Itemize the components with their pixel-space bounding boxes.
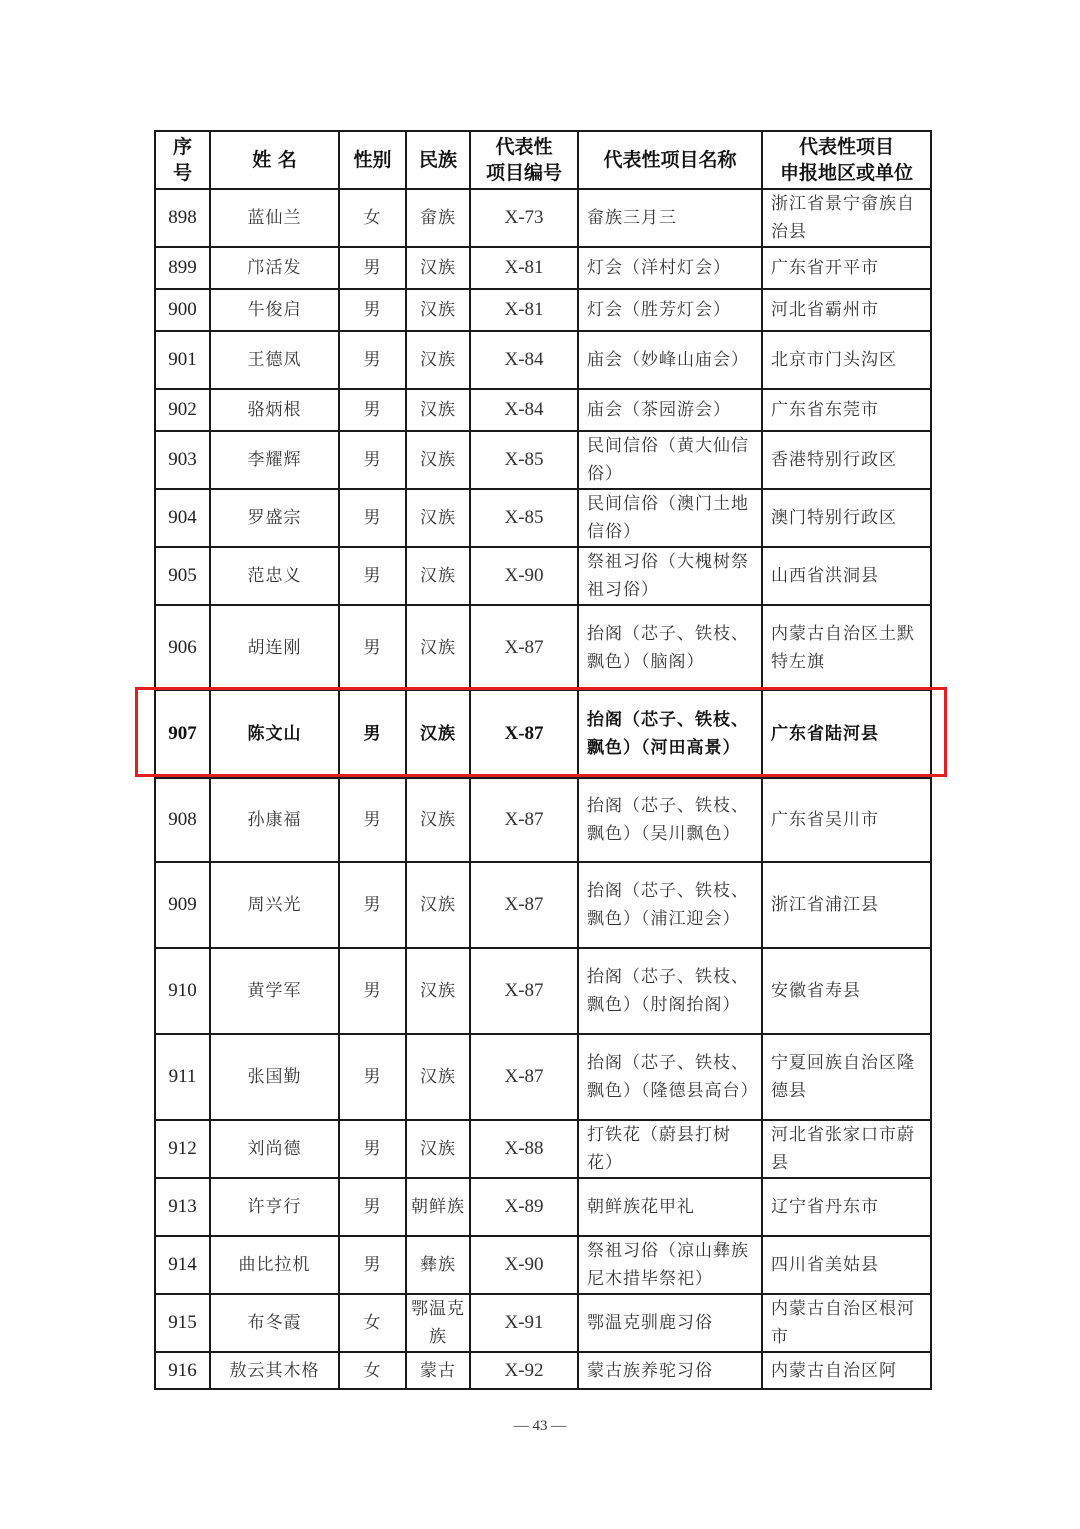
row-region: 河北省张家口市蔚县	[762, 1120, 931, 1178]
row-ethnicity: 畲族	[406, 189, 470, 247]
row-code: X-73	[470, 189, 578, 247]
row-code: X-87	[470, 948, 578, 1034]
row-code: X-87	[470, 605, 578, 690]
row-number: 904	[155, 489, 210, 547]
table-row	[155, 1352, 931, 1389]
row-name: 邝活发	[210, 247, 339, 289]
row-name: 蓝仙兰	[210, 189, 339, 247]
row-project: 抬阁（芯子、铁枝、飘色）（浦江迎会）	[578, 862, 762, 948]
row-gender: 女	[339, 1294, 406, 1352]
row-gender: 男	[339, 289, 406, 331]
row-number: 916	[155, 1352, 210, 1389]
row-code: X-84	[470, 331, 578, 389]
row-name: 刘尚德	[210, 1120, 339, 1178]
table-row	[155, 778, 931, 862]
row-project: 庙会（妙峰山庙会）	[578, 331, 762, 389]
row-code: X-87	[470, 690, 578, 778]
header-seq: 序 号	[155, 131, 210, 189]
row-ethnicity: 汉族	[406, 778, 470, 862]
row-project: 抬阁（芯子、铁枝、飘色）（肘阁抬阁）	[578, 948, 762, 1034]
table-body	[155, 189, 931, 1389]
row-ethnicity: 汉族	[406, 605, 470, 690]
table-row	[155, 1294, 931, 1352]
row-code: X-81	[470, 289, 578, 331]
row-region: 山西省洪洞县	[762, 547, 931, 605]
row-number: 898	[155, 189, 210, 247]
row-ethnicity: 汉族	[406, 1120, 470, 1178]
header-ethnicity: 民族	[406, 131, 470, 189]
table-row	[155, 431, 931, 489]
row-name: 周兴光	[210, 862, 339, 948]
row-project: 民间信俗（澳门土地信俗）	[578, 489, 762, 547]
row-region: 广东省陆河县	[762, 690, 931, 778]
row-gender: 男	[339, 547, 406, 605]
row-number: 907	[155, 690, 210, 778]
row-number: 899	[155, 247, 210, 289]
row-gender: 男	[339, 778, 406, 862]
header-name: 姓 名	[210, 131, 339, 189]
table-row	[155, 389, 931, 431]
row-number: 908	[155, 778, 210, 862]
row-ethnicity: 朝鲜族	[406, 1178, 470, 1236]
row-number: 900	[155, 289, 210, 331]
row-region: 广东省吴川市	[762, 778, 931, 862]
row-project: 民间信俗（黄大仙信俗）	[578, 431, 762, 489]
table-row	[155, 289, 931, 331]
row-project: 蒙古族养驼习俗	[578, 1352, 762, 1389]
row-gender: 女	[339, 1352, 406, 1389]
row-region: 内蒙古自治区根河市	[762, 1294, 931, 1352]
row-number: 911	[155, 1034, 210, 1120]
row-name: 张国勤	[210, 1034, 339, 1120]
row-project: 打铁花（蔚县打树花）	[578, 1120, 762, 1178]
table-row	[155, 1236, 931, 1294]
row-ethnicity: 汉族	[406, 247, 470, 289]
row-number: 903	[155, 431, 210, 489]
row-gender: 女	[339, 189, 406, 247]
row-region: 香港特别行政区	[762, 431, 931, 489]
row-gender: 男	[339, 489, 406, 547]
row-region: 广东省东莞市	[762, 389, 931, 431]
row-gender: 男	[339, 247, 406, 289]
row-gender: 男	[339, 389, 406, 431]
row-number: 912	[155, 1120, 210, 1178]
table-row	[155, 547, 931, 605]
row-ethnicity: 汉族	[406, 431, 470, 489]
inheritor-table	[154, 130, 932, 1390]
row-ethnicity: 汉族	[406, 289, 470, 331]
row-number: 901	[155, 331, 210, 389]
row-region: 广东省开平市	[762, 247, 931, 289]
row-name: 孙康福	[210, 778, 339, 862]
row-number: 913	[155, 1178, 210, 1236]
row-region: 辽宁省丹东市	[762, 1178, 931, 1236]
table-row	[155, 331, 931, 389]
table-row	[155, 1120, 931, 1178]
row-project: 庙会（茶园游会）	[578, 389, 762, 431]
row-ethnicity: 汉族	[406, 547, 470, 605]
row-name: 罗盛宗	[210, 489, 339, 547]
row-region: 浙江省景宁畲族自治县	[762, 189, 931, 247]
row-name: 许亨行	[210, 1178, 339, 1236]
row-name: 胡连刚	[210, 605, 339, 690]
row-gender: 男	[339, 1236, 406, 1294]
row-name: 布冬霞	[210, 1294, 339, 1352]
row-gender: 男	[339, 431, 406, 489]
row-region: 浙江省浦江县	[762, 862, 931, 948]
row-name: 王德凤	[210, 331, 339, 389]
row-region: 宁夏回族自治区隆德县	[762, 1034, 931, 1120]
table-row	[155, 189, 931, 247]
row-code: X-92	[470, 1352, 578, 1389]
row-code: X-87	[470, 1034, 578, 1120]
row-gender: 男	[339, 1178, 406, 1236]
row-name: 李耀辉	[210, 431, 339, 489]
table-row	[155, 1178, 931, 1236]
header-code: 代表性 项目编号	[470, 131, 578, 189]
table-row	[155, 489, 931, 547]
header-region: 代表性项目 申报地区或单位	[762, 131, 931, 189]
row-gender: 男	[339, 690, 406, 778]
row-ethnicity: 汉族	[406, 389, 470, 431]
row-project: 畲族三月三	[578, 189, 762, 247]
header-gender: 性别	[339, 131, 406, 189]
row-project: 抬阁（芯子、铁枝、飘色）（隆德县高台）	[578, 1034, 762, 1120]
table-row	[155, 605, 931, 690]
row-name: 黄学军	[210, 948, 339, 1034]
table-row	[155, 862, 931, 948]
row-project: 抬阁（芯子、铁枝、飘色）（吴川飘色）	[578, 778, 762, 862]
row-code: X-84	[470, 389, 578, 431]
row-ethnicity: 彝族	[406, 1236, 470, 1294]
row-name: 陈文山	[210, 690, 339, 778]
row-code: X-89	[470, 1178, 578, 1236]
row-number: 905	[155, 547, 210, 605]
row-region: 内蒙古自治区土默特左旗	[762, 605, 931, 690]
row-name: 牛俊启	[210, 289, 339, 331]
table-header-row	[155, 131, 931, 189]
row-ethnicity: 汉族	[406, 1034, 470, 1120]
row-code: X-85	[470, 431, 578, 489]
row-ethnicity: 汉族	[406, 690, 470, 778]
row-ethnicity: 汉族	[406, 862, 470, 948]
row-project: 灯会（胜芳灯会）	[578, 289, 762, 331]
row-ethnicity: 蒙古	[406, 1352, 470, 1389]
row-code: X-87	[470, 862, 578, 948]
row-gender: 男	[339, 605, 406, 690]
row-project: 祭祖习俗（大槐树祭祖习俗）	[578, 547, 762, 605]
row-number: 906	[155, 605, 210, 690]
row-ethnicity: 汉族	[406, 489, 470, 547]
row-project: 朝鲜族花甲礼	[578, 1178, 762, 1236]
row-region: 四川省美姑县	[762, 1236, 931, 1294]
row-code: X-88	[470, 1120, 578, 1178]
row-code: X-85	[470, 489, 578, 547]
row-region: 北京市门头沟区	[762, 331, 931, 389]
row-region: 内蒙古自治区阿	[762, 1352, 931, 1389]
row-code: X-81	[470, 247, 578, 289]
row-code: X-91	[470, 1294, 578, 1352]
row-gender: 男	[339, 1120, 406, 1178]
row-ethnicity: 汉族	[406, 331, 470, 389]
row-ethnicity: 鄂温克族	[406, 1294, 470, 1352]
row-project: 抬阁（芯子、铁枝、飘色）（脑阁）	[578, 605, 762, 690]
page-number: — 43 —	[513, 1418, 567, 1434]
row-region: 澳门特别行政区	[762, 489, 931, 547]
row-project: 灯会（洋村灯会）	[578, 247, 762, 289]
table-row	[155, 948, 931, 1034]
row-ethnicity: 汉族	[406, 948, 470, 1034]
row-code: X-90	[470, 1236, 578, 1294]
row-project: 抬阁（芯子、铁枝、飘色）（河田高景）	[578, 690, 762, 778]
row-name: 曲比拉机	[210, 1236, 339, 1294]
row-project: 祭祖习俗（凉山彝族尼木措毕祭祀）	[578, 1236, 762, 1294]
row-name: 范忠义	[210, 547, 339, 605]
row-region: 河北省霸州市	[762, 289, 931, 331]
row-name: 敖云其木格	[210, 1352, 339, 1389]
row-code: X-90	[470, 547, 578, 605]
row-gender: 男	[339, 862, 406, 948]
row-name: 骆炳根	[210, 389, 339, 431]
table-row	[155, 247, 931, 289]
row-gender: 男	[339, 331, 406, 389]
row-number: 909	[155, 862, 210, 948]
row-number: 914	[155, 1236, 210, 1294]
header-project: 代表性项目名称	[578, 131, 762, 189]
row-number: 902	[155, 389, 210, 431]
table-row	[155, 1034, 931, 1120]
row-project: 鄂温克驯鹿习俗	[578, 1294, 762, 1352]
row-number: 910	[155, 948, 210, 1034]
row-gender: 男	[339, 1034, 406, 1120]
row-region: 安徽省寿县	[762, 948, 931, 1034]
row-gender: 男	[339, 948, 406, 1034]
table-row	[155, 690, 931, 778]
row-code: X-87	[470, 778, 578, 862]
row-number: 915	[155, 1294, 210, 1352]
